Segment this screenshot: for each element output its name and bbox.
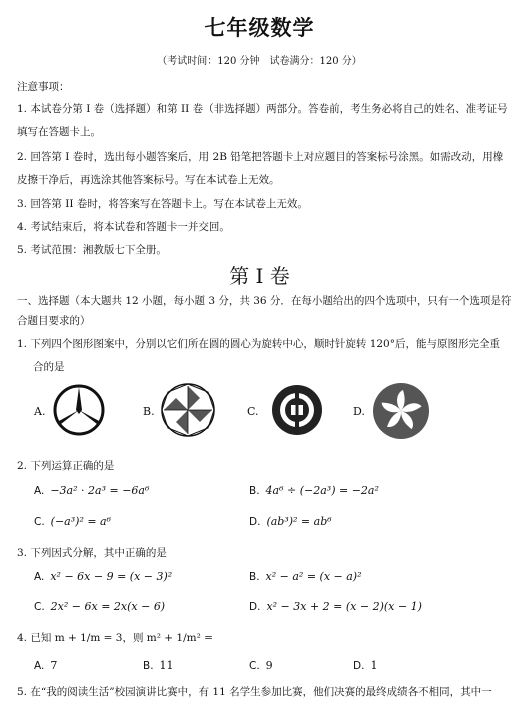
q3-option-d — [249, 600, 422, 613]
option-text: −3a² · 2a³ = −6a⁶ — [50, 484, 150, 497]
question-4-stem: 4. 已知 m + 1/m = 3，则 m² + 1/m² = — [17, 632, 213, 644]
note-line: 1. 本试卷分第 I 卷（选择题）和第 II 卷（非选择题）两部分。答卷前，考生务必将自己的姓名、准考证号 — [17, 103, 508, 115]
option-label: C. — [34, 516, 45, 528]
q2-option-c — [34, 515, 111, 528]
q1-option-c-label: C. — [247, 405, 259, 418]
note-line: 4. 考试结束后，将本试卷和答题卡一并交回。 — [17, 221, 230, 233]
q2-option-d — [249, 515, 332, 528]
q4-option-d — [353, 659, 377, 672]
option-label: C. — [249, 660, 260, 672]
exam-subtitle: （考试时间：120 分钟 试卷满分：120 分） — [157, 56, 362, 67]
question-1-stem: 1. 下列四个图形图案中，分别以它们所在圆的圆心为旋转中心，顺时针旋转 120°后，能与原图形完全重 — [17, 338, 500, 350]
notes-heading: 注意事项： — [17, 81, 70, 93]
bauhinia-flower-icon — [372, 382, 430, 440]
option-label: B. — [249, 571, 260, 583]
q3-option-b — [249, 570, 362, 583]
option-label: B. — [249, 485, 260, 497]
option-text: 9 — [265, 659, 273, 672]
exam-title: 七年级数学 — [204, 15, 315, 40]
q4-option-c — [249, 659, 273, 672]
note-line: 皮擦干净后，再选涂其他答案标号。写在本试卷上无效。 — [17, 174, 280, 186]
note-line: 3. 回答第 II 卷时，将答案写在答题卡上。写在本试卷上无效。 — [17, 198, 308, 210]
option-label: D. — [249, 516, 261, 528]
q2-option-b — [249, 484, 379, 497]
option-label: D. — [249, 601, 261, 613]
q4-option-b — [143, 659, 174, 672]
bank-coin-icon — [270, 383, 324, 437]
q3-option-c — [34, 600, 165, 613]
option-label: A. — [34, 485, 45, 497]
note-line: 2. 回答第 I 卷时，选出每小题答案后，用 2B 铅笔把答题卡上对应题目的答案标号涂黑。如需改动，用橡 — [17, 151, 504, 163]
note-line: 填写在答题卡上。 — [17, 126, 101, 138]
option-label: A. — [34, 571, 45, 583]
q4-option-a — [34, 659, 57, 672]
part1-instructions: 合题目要求的） — [17, 315, 91, 327]
question-3-stem: 3. 下列因式分解，其中正确的是 — [17, 547, 167, 559]
part1-instructions: 一、选择题（本大题共 12 小题，每小题 3 分，共 36 分．在每小题给出的四个选项中，只有一个选项是符 — [17, 295, 512, 307]
option-text: x² − 3x + 2 = (x − 2)(x − 1) — [266, 600, 422, 613]
option-text: (ab³)² = ab⁶ — [266, 515, 332, 528]
option-text: 4a⁶ ÷ (−2a³) = −2a² — [265, 484, 379, 497]
question-2-stem: 2. 下列运算正确的是 — [17, 460, 115, 472]
q1-option-a-label: A. — [34, 405, 46, 418]
option-label: D. — [353, 660, 365, 672]
option-text: 7 — [50, 659, 58, 672]
question-5-stem: 5. 在“我的阅读生活”校园演讲比赛中，有 11 名学生参加比赛，他们决赛的最终成绩各不相同，其中一 — [17, 686, 492, 698]
option-label: C. — [34, 601, 45, 613]
pinwheel-icon — [160, 382, 216, 438]
q2-option-a — [34, 484, 149, 497]
option-text: 1 — [370, 659, 378, 672]
note-line: 5. 考试范围：湘教版七下全册。 — [17, 244, 167, 256]
q3-option-a — [34, 570, 172, 583]
option-text: 11 — [159, 659, 174, 672]
option-text: 2x² − 6x = 2x(x − 6) — [50, 600, 166, 613]
option-label: A. — [34, 660, 45, 672]
section-title: 第 I 卷 — [229, 264, 290, 288]
option-text: x² − 6x − 9 = (x − 3)² — [50, 570, 173, 583]
option-label: B. — [143, 660, 154, 672]
question-1-stem: 合的是 — [33, 361, 65, 373]
q1-option-d-label: D. — [353, 405, 365, 418]
q1-option-b-label: B. — [143, 405, 155, 418]
option-text: (−a³)² = a⁶ — [50, 515, 112, 528]
option-text: x² − a² = (x − a)² — [265, 570, 362, 583]
three-pointed-star-icon — [52, 383, 106, 437]
